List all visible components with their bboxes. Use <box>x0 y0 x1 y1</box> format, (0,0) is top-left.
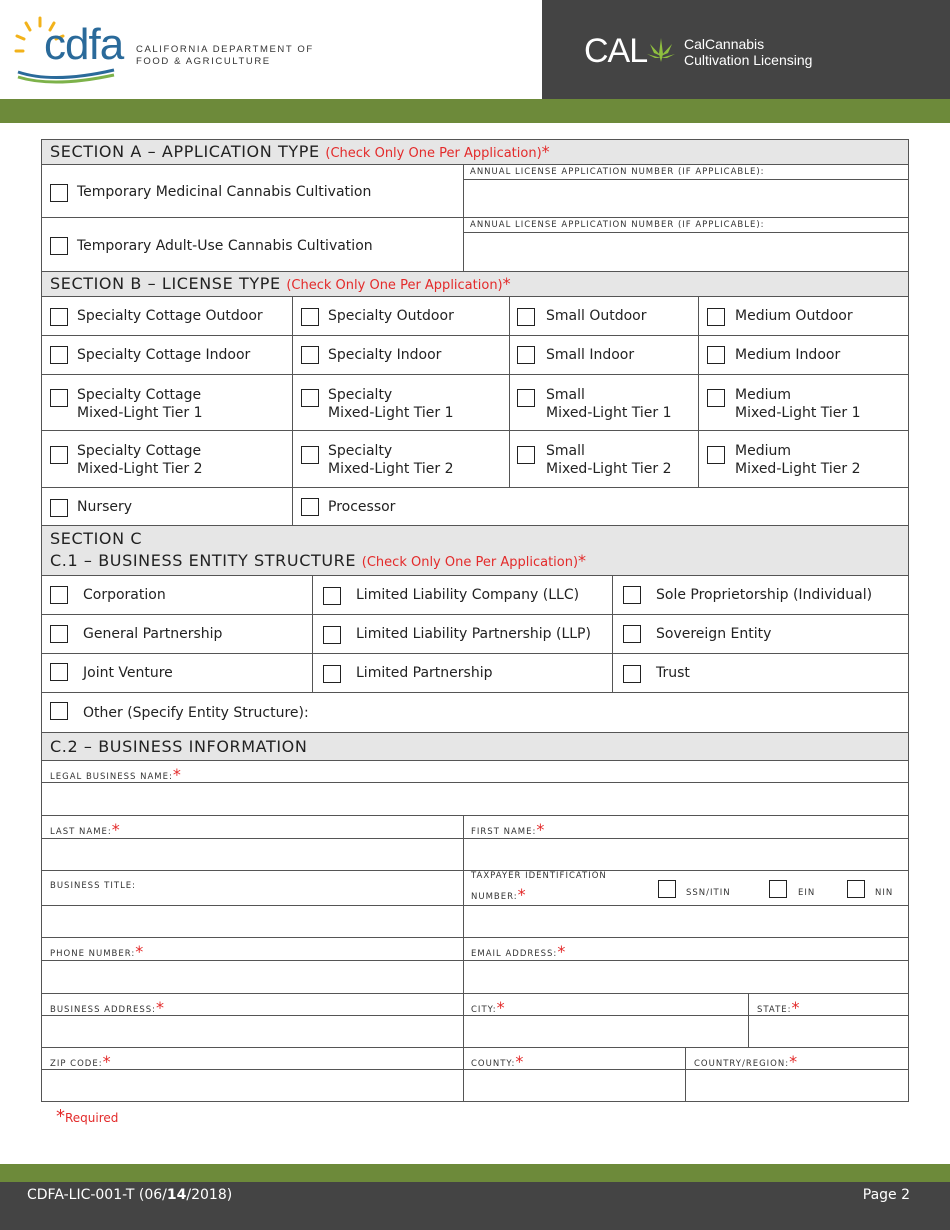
phone-input[interactable] <box>42 961 463 993</box>
license-checkbox[interactable] <box>50 346 68 364</box>
ssn-itin-label: SSN/ITIN <box>686 888 731 898</box>
entity-label: Joint Venture <box>83 665 173 681</box>
entity-cell <box>613 576 908 614</box>
email-label: EMAIL ADDRESS: <box>471 949 558 959</box>
phone-label: PHONE NUMBER: <box>50 949 136 959</box>
country-label: COUNTRY/REGION: <box>694 1059 790 1069</box>
entity-checkbox[interactable] <box>323 665 341 683</box>
entity-label: Sovereign Entity <box>656 626 772 642</box>
license-row <box>42 488 908 526</box>
section-a-option-cell <box>42 218 464 271</box>
entity-cell <box>313 615 613 653</box>
annual-license-field-2 <box>464 218 908 271</box>
email-field: EMAIL ADDRESS:* <box>464 938 908 993</box>
entity-label: Corporation <box>83 587 166 603</box>
ein-label: EIN <box>798 888 816 898</box>
license-checkbox[interactable] <box>517 346 535 364</box>
city-input[interactable] <box>464 1016 748 1047</box>
contact-row <box>42 938 908 994</box>
city-label: CITY: <box>471 1005 497 1015</box>
license-cell <box>42 431 293 487</box>
license-label: Specialty Mixed-Light Tier 2 <box>328 443 454 477</box>
entity-label: Limited Liability Company (LLC) <box>356 587 580 603</box>
license-cell <box>293 336 510 374</box>
county-field: COUNTY:* <box>464 1048 686 1102</box>
section-b-title: SECTION B – LICENSE TYPE <box>50 274 281 293</box>
page-number: Page 2 <box>862 1187 910 1203</box>
entity-row <box>42 615 908 654</box>
entity-cell <box>42 615 313 653</box>
application-form <box>41 139 909 1102</box>
section-c-header: SECTION C C.1 – BUSINESS ENTITY STRUCTURE (Check Only One Per Application)* <box>42 526 908 576</box>
license-cell <box>699 431 908 487</box>
state-input[interactable] <box>749 1016 908 1047</box>
last-name-label: LAST NAME: <box>50 827 112 837</box>
country-input[interactable] <box>686 1070 908 1102</box>
header-left <box>0 0 542 99</box>
license-checkbox[interactable] <box>50 308 68 326</box>
license-row <box>42 375 908 431</box>
section-a-option-row <box>42 165 908 218</box>
entity-label: Limited Partnership <box>356 665 493 681</box>
entity-checkbox[interactable] <box>50 625 68 643</box>
footer-green-bar <box>0 1164 950 1182</box>
entity-label: Sole Proprietorship (Individual) <box>656 587 873 603</box>
annual-license-input-1[interactable] <box>464 180 908 217</box>
nin-checkbox[interactable] <box>847 880 865 898</box>
first-name-label: FIRST NAME: <box>471 827 537 837</box>
cal-subtitle: CalCannabis Cultivation Licensing <box>684 36 813 68</box>
business-address-input[interactable] <box>42 1016 463 1047</box>
section-c1-title: C.1 – BUSINESS ENTITY STRUCTURE <box>50 551 357 570</box>
license-cell <box>510 431 699 487</box>
license-label: Medium Mixed-Light Tier 2 <box>735 443 861 477</box>
entity-cell <box>42 576 313 614</box>
location-row <box>42 1048 908 1102</box>
entity-checkbox[interactable] <box>50 586 68 604</box>
other-entity-checkbox[interactable] <box>50 702 68 720</box>
license-checkbox[interactable] <box>517 308 535 326</box>
license-cell <box>699 375 908 430</box>
license-label: Medium Mixed-Light Tier 1 <box>735 387 861 421</box>
medicinal-checkbox[interactable] <box>50 184 68 202</box>
entity-label: Limited Liability Partnership (LLP) <box>356 626 591 642</box>
other-entity-row <box>42 693 908 733</box>
required-note: *Required <box>56 1106 119 1127</box>
first-name-field: FIRST NAME:* <box>464 816 908 870</box>
license-checkbox[interactable] <box>301 346 319 364</box>
license-checkbox[interactable] <box>50 446 68 464</box>
cal-logo-text: CAL <box>584 32 648 70</box>
license-checkbox[interactable] <box>707 346 725 364</box>
legal-name-field: LEGAL BUSINESS NAME:* <box>42 761 908 816</box>
license-cell <box>510 375 699 430</box>
business-title-input[interactable] <box>42 906 463 937</box>
entity-checkbox[interactable] <box>623 665 641 683</box>
license-checkbox[interactable] <box>50 389 68 407</box>
nin-label: NIN <box>875 888 894 898</box>
tin-field: TAXPAYER IDENTIFICATION NUMBER:* SSN/ITIN EIN NIN <box>464 871 908 937</box>
license-cell <box>42 297 293 335</box>
entity-cell <box>313 576 613 614</box>
annual-license-label: ANNUAL LICENSE APPLICATION NUMBER (IF APPLICABLE): <box>470 167 765 177</box>
header-green-bar <box>0 99 950 123</box>
tin-label-line2: NUMBER: <box>471 892 518 902</box>
business-title-field <box>42 871 464 937</box>
entity-label: General Partnership <box>83 626 223 642</box>
tin-label-line1: TAXPAYER IDENTIFICATION <box>471 871 607 881</box>
license-label: Medium Indoor <box>735 347 841 363</box>
zip-field: ZIP CODE:* <box>42 1048 464 1102</box>
license-cell <box>42 336 293 374</box>
section-c-title: SECTION C <box>50 529 143 548</box>
other-entity-label: Other (Specify Entity Structure): <box>83 705 309 721</box>
section-c2-header <box>42 733 908 761</box>
entity-cell <box>42 654 313 692</box>
annual-license-field-1 <box>464 165 908 217</box>
license-checkbox[interactable] <box>301 446 319 464</box>
license-checkbox[interactable] <box>301 308 319 326</box>
license-row <box>42 336 908 375</box>
license-row <box>42 297 908 336</box>
zip-label: ZIP CODE: <box>50 1059 103 1069</box>
annual-license-input-2[interactable] <box>464 233 908 271</box>
ssn-itin-checkbox[interactable] <box>658 880 676 898</box>
business-address-field: BUSINESS ADDRESS:* <box>42 994 464 1047</box>
processor-checkbox[interactable] <box>301 498 319 516</box>
license-cell <box>510 297 699 335</box>
entity-checkbox[interactable] <box>323 626 341 644</box>
entity-cell <box>613 654 908 692</box>
address-row <box>42 994 908 1048</box>
annual-license-label: ANNUAL LICENSE APPLICATION NUMBER (IF APPLICABLE): <box>470 220 765 230</box>
license-row <box>42 431 908 488</box>
state-field: STATE:* <box>749 994 908 1047</box>
cannabis-leaf-icon <box>646 36 676 66</box>
tin-input[interactable] <box>464 906 908 937</box>
section-b-note: (Check Only One Per Application) <box>286 278 503 293</box>
section-a-option-row <box>42 218 908 272</box>
license-label: Small Outdoor <box>546 308 647 324</box>
license-label: Specialty Indoor <box>328 347 442 363</box>
license-cell <box>699 297 908 335</box>
license-label: Specialty Cottage Indoor <box>77 347 251 363</box>
entity-label: Trust <box>656 665 690 681</box>
city-field: CITY:* <box>464 994 749 1047</box>
license-checkbox[interactable] <box>707 446 725 464</box>
section-a-title: SECTION A – APPLICATION TYPE <box>50 142 320 161</box>
form-number: CDFA-LIC-001-T (06/14/2018) <box>27 1187 233 1203</box>
cdfa-department-name: CALIFORNIA DEPARTMENT OF FOOD & AGRICULTURE <box>136 44 314 67</box>
business-address-label: BUSINESS ADDRESS: <box>50 1005 157 1015</box>
license-label: Specialty Cottage Mixed-Light Tier 2 <box>77 443 203 477</box>
medicinal-label: Temporary Medicinal Cannabis Cultivation <box>77 184 372 200</box>
nursery-label: Nursery <box>77 499 133 515</box>
license-cell <box>42 375 293 430</box>
cdfa-logo-text: cdfa <box>44 20 124 69</box>
adult-use-checkbox[interactable] <box>50 237 68 255</box>
license-cell <box>510 336 699 374</box>
license-cell <box>699 336 908 374</box>
license-cell <box>293 297 510 335</box>
section-b-header: SECTION B – LICENSE TYPE (Check Only One Per Application)* <box>42 272 908 297</box>
entity-row <box>42 576 908 615</box>
license-checkbox[interactable] <box>707 308 725 326</box>
license-label: Small Mixed-Light Tier 1 <box>546 387 672 421</box>
license-checkbox[interactable] <box>517 389 535 407</box>
zip-input[interactable] <box>42 1070 463 1102</box>
license-cell <box>293 375 510 430</box>
license-label: Medium Outdoor <box>735 308 853 324</box>
processor-label: Processor <box>328 499 396 515</box>
license-label: Specialty Mixed-Light Tier 1 <box>328 387 454 421</box>
entity-cell <box>313 654 613 692</box>
entity-checkbox[interactable] <box>623 625 641 643</box>
license-checkbox[interactable] <box>301 389 319 407</box>
license-cell <box>42 488 293 525</box>
section-a-option-cell <box>42 165 464 217</box>
title-tin-row <box>42 871 908 938</box>
section-a-note: (Check Only One Per Application) <box>325 146 542 161</box>
entity-cell <box>613 615 908 653</box>
license-checkbox[interactable] <box>707 389 725 407</box>
entity-checkbox[interactable] <box>323 587 341 605</box>
section-c2-title: C.2 – BUSINESS INFORMATION <box>50 737 308 756</box>
entity-checkbox[interactable] <box>50 663 68 681</box>
last-name-input[interactable] <box>42 839 463 870</box>
county-input[interactable] <box>464 1070 685 1102</box>
business-title-label: BUSINESS TITLE: <box>50 881 137 891</box>
nursery-checkbox[interactable] <box>50 499 68 517</box>
license-label: Specialty Cottage Mixed-Light Tier 1 <box>77 387 203 421</box>
entity-row <box>42 654 908 693</box>
name-row <box>42 816 908 871</box>
county-label: COUNTY: <box>471 1059 516 1069</box>
email-input[interactable] <box>464 961 908 993</box>
license-label: Small Indoor <box>546 347 635 363</box>
entity-checkbox[interactable] <box>623 586 641 604</box>
legal-name-label: LEGAL BUSINESS NAME: <box>50 772 173 782</box>
section-a-header: SECTION A – APPLICATION TYPE (Check Only One Per Application)* <box>42 140 908 165</box>
country-field: COUNTRY/REGION:* <box>686 1048 908 1102</box>
phone-field: PHONE NUMBER:* <box>42 938 464 993</box>
first-name-input[interactable] <box>464 839 908 870</box>
ein-checkbox[interactable] <box>769 880 787 898</box>
license-label: Small Mixed-Light Tier 2 <box>546 443 672 477</box>
license-label: Specialty Cottage Outdoor <box>77 308 263 324</box>
adult-use-label: Temporary Adult-Use Cannabis Cultivation <box>77 238 373 254</box>
section-c-note: (Check Only One Per Application) <box>361 555 579 570</box>
legal-name-input[interactable] <box>42 783 908 815</box>
license-cell <box>293 431 510 487</box>
license-cell <box>293 488 908 525</box>
license-label: Specialty Outdoor <box>328 308 454 324</box>
last-name-field: LAST NAME:* <box>42 816 464 870</box>
state-label: STATE: <box>757 1005 792 1015</box>
license-checkbox[interactable] <box>517 446 535 464</box>
